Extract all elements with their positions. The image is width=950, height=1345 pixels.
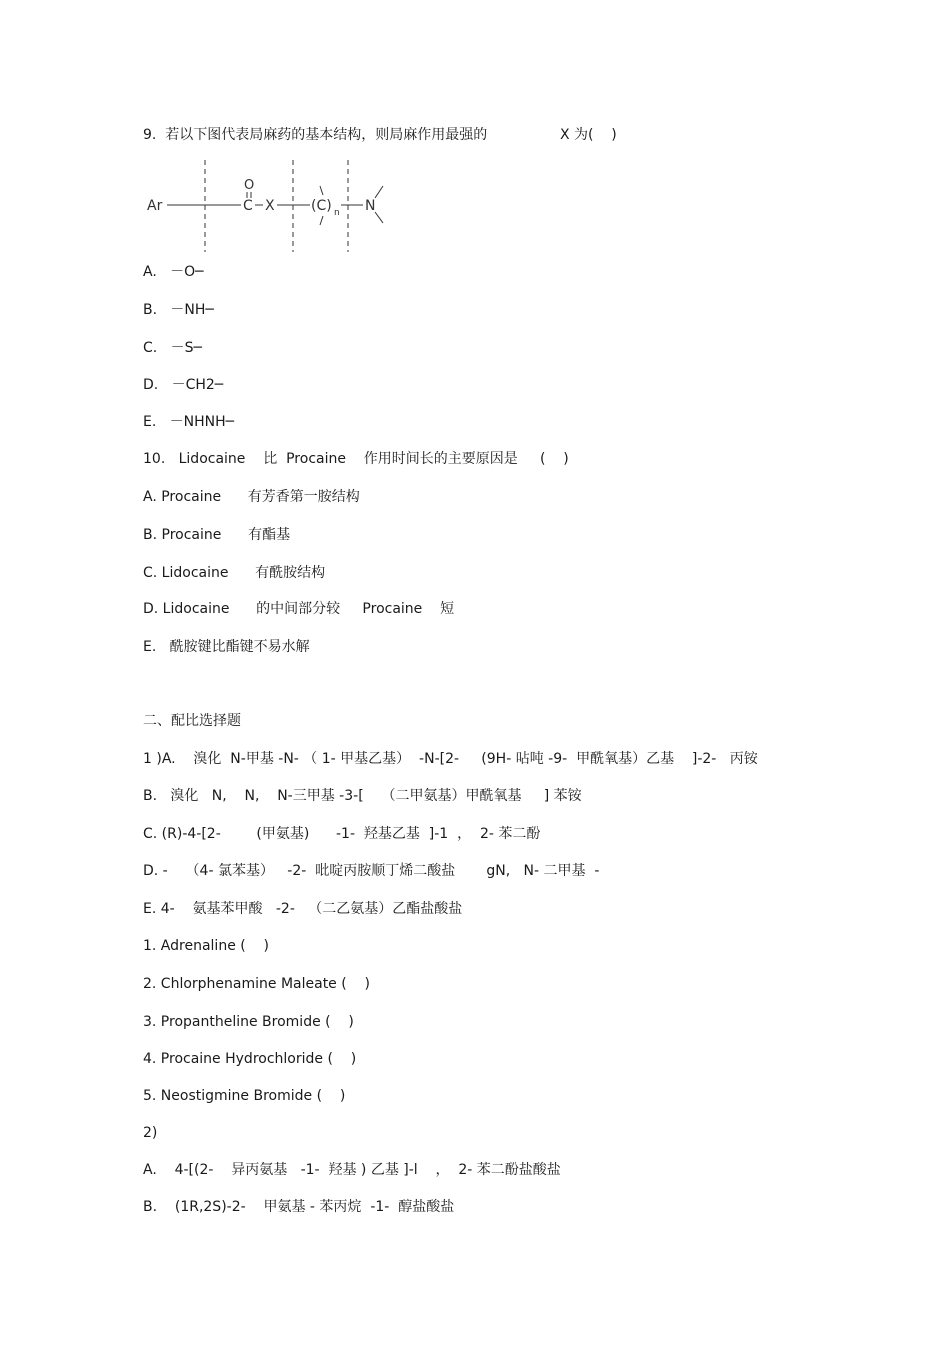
group1-question-4: 4. Procaine Hydrochloride ( ) bbox=[143, 1051, 357, 1067]
q10-stem: 10. Lidocaine 比 Procaine 作用时间长的主要原因是 ( ) bbox=[143, 451, 569, 467]
q10-option-b: B. Procaine 有酯基 bbox=[143, 527, 291, 543]
group1-question-1: 1. Adrenaline ( ) bbox=[143, 938, 269, 954]
q9-stem-x: X 为( ) bbox=[560, 127, 617, 143]
q9-option-b: B. －NH─ bbox=[143, 302, 214, 318]
group1-option-c: C. (R)-4-[2- (甲氨基) -1- 羟基乙基 ]-1 ， 2- 苯二酚 bbox=[143, 826, 541, 842]
q10-option-e: E. 酰胺键比酯键不易水解 bbox=[143, 639, 310, 655]
local-anesthetic-structure-diagram bbox=[143, 160, 403, 255]
q10-option-a: A. Procaine 有芳香第一胺结构 bbox=[143, 489, 360, 505]
group1-option-d: D. - （4- 氯苯基） -2- 吡啶丙胺顺丁烯二酸盐 gN, N- 二甲基 - bbox=[143, 863, 600, 879]
group2-option-b: B. (1R,2S)-2- 甲氨基 - 苯丙烷 -1- 醇盐酸盐 bbox=[143, 1199, 455, 1215]
group1-question-3: 3. Propantheline Bromide ( ) bbox=[143, 1014, 354, 1030]
structure-ar: Ar bbox=[147, 198, 163, 214]
section2-title: 二、配比选择题 bbox=[143, 713, 241, 729]
group1-question-5: 5. Neostigmine Bromide ( ) bbox=[143, 1088, 346, 1104]
q10-option-d: D. Lidocaine 的中间部分较 Procaine 短 bbox=[143, 601, 455, 617]
group1-option-a: 1 )A. 溴化 N-甲基 -N- （ 1- 甲基乙基） -N-[2- (9H- 呫吨 -9- 甲酰氧基）乙基 ]-2- 丙铵 bbox=[143, 751, 758, 767]
structure-cn: (C) bbox=[311, 198, 332, 214]
structure-c: C bbox=[243, 198, 253, 214]
group2-label: 2) bbox=[143, 1125, 158, 1141]
group1-option-e: E. 4- 氨基苯甲酸 -2- （二乙氨基）乙酯盐酸盐 bbox=[143, 901, 463, 917]
structure-n-subscript: n bbox=[334, 208, 340, 218]
group1-question-2: 2. Chlorphenamine Maleate ( ) bbox=[143, 976, 370, 992]
group2-option-a: A. 4-[(2- 异丙氨基 -1- 羟基 ) 乙基 ]-l ， 2- 苯二酚盐酸盐 bbox=[143, 1162, 561, 1178]
q9-option-e: E. －NHNH─ bbox=[143, 414, 235, 430]
q9-stem: 9. 若以下图代表局麻药的基本结构，则局麻作用最强的 bbox=[143, 127, 488, 143]
structure-n: N bbox=[365, 198, 376, 214]
q10-option-c: C. Lidocaine 有酰胺结构 bbox=[143, 565, 326, 581]
structure-o: O bbox=[244, 178, 255, 193]
q9-option-a: A. －O─ bbox=[143, 264, 204, 280]
q9-option-c: C. －S─ bbox=[143, 340, 202, 356]
q9-option-d: D. －CH2─ bbox=[143, 377, 224, 393]
group1-option-b: B. 溴化 N, N, N-三甲基 -3-[ （二甲氨基）甲酰氧基 ] 苯铵 bbox=[143, 788, 582, 804]
structure-x: X bbox=[265, 198, 275, 214]
